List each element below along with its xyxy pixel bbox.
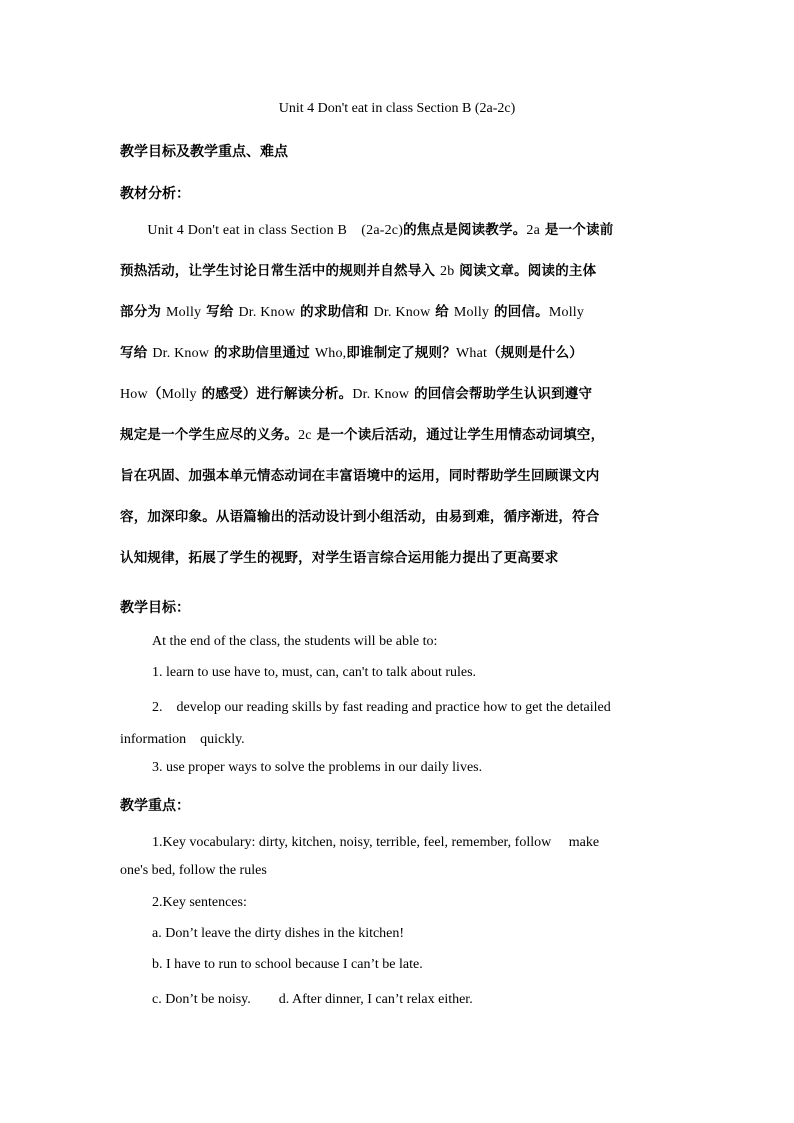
analysis-line-2: 预热活动，让学生讨论日常生活中的规则并自然导入 2b 阅读文章。阅读的主体	[120, 263, 597, 279]
heading-material-analysis: 教材分析：	[120, 186, 190, 202]
goal-item-1: 1. learn to use have to, must, can, can't to talk about rules.	[152, 665, 477, 680]
heading-goals-and-focus: 教学目标及教学重点、难点	[120, 144, 288, 160]
analysis-line-4: 写给 Dr. Know 的求助信里通过 Who,即谁制定了规则？What（规则是什么）	[120, 345, 583, 361]
goal-item-2-continued: information quickly.	[120, 732, 245, 747]
heading-teaching-focus: 教学重点：	[120, 798, 190, 814]
goal-item-2: 2. develop our reading skills by fast reading and practice how to get the detailed	[152, 700, 611, 715]
goal-item-3: 3. use proper ways to solve the problems in our daily lives.	[152, 760, 483, 775]
analysis-line-5: How（Molly 的感受）进行解读分析。Dr. Know 的回信会帮助学生认识到遵守	[120, 386, 593, 402]
key-vocabulary: 1.Key vocabulary: dirty, kitchen, noisy, terrible, feel, remember, follow make	[152, 835, 600, 850]
key-vocabulary-continued: one's bed, follow the rules	[120, 863, 267, 878]
key-sentence-b: b. I have to run to school because I can’t be late.	[152, 957, 423, 972]
heading-teaching-goals: 教学目标：	[120, 600, 190, 616]
key-sentence-c-d: c. Don’t be noisy. d. After dinner, I can’t relax either.	[152, 992, 473, 1007]
goals-intro: At the end of the class, the students will be able to:	[152, 634, 438, 649]
analysis-line-7: 旨在巩固、加强本单元情态动词在丰富语境中的运用，同时帮助学生回顾课文内	[120, 468, 600, 484]
analysis-line-1: Unit 4 Don't eat in class Section B (2a-2c)的焦点是阅读教学。2a 是一个读前	[147, 222, 614, 238]
analysis-line-8: 容，加深印象。从语篇输出的活动设计到小组活动，由易到难，循序渐进，符合	[120, 509, 600, 525]
analysis-line-6: 规定是一个学生应尽的义务。2c 是一个读后活动，通过让学生用情态动词填空，	[120, 427, 605, 443]
analysis-line-9: 认知规律，拓展了学生的视野，对学生语言综合运用能力提出了更高要求	[120, 550, 559, 566]
document-title: Unit 4 Don't eat in class Section B (2a-2c)	[278, 101, 516, 116]
key-sentences-label: 2.Key sentences:	[152, 895, 247, 910]
analysis-paragraph	[120, 210, 676, 579]
key-sentence-a: a. Don’t leave the dirty dishes in the kitchen!	[152, 926, 405, 941]
analysis-line-3: 部分为 Molly 写给 Dr. Know 的求助信和 Dr. Know 给 Molly 的回信。Molly	[120, 304, 585, 320]
